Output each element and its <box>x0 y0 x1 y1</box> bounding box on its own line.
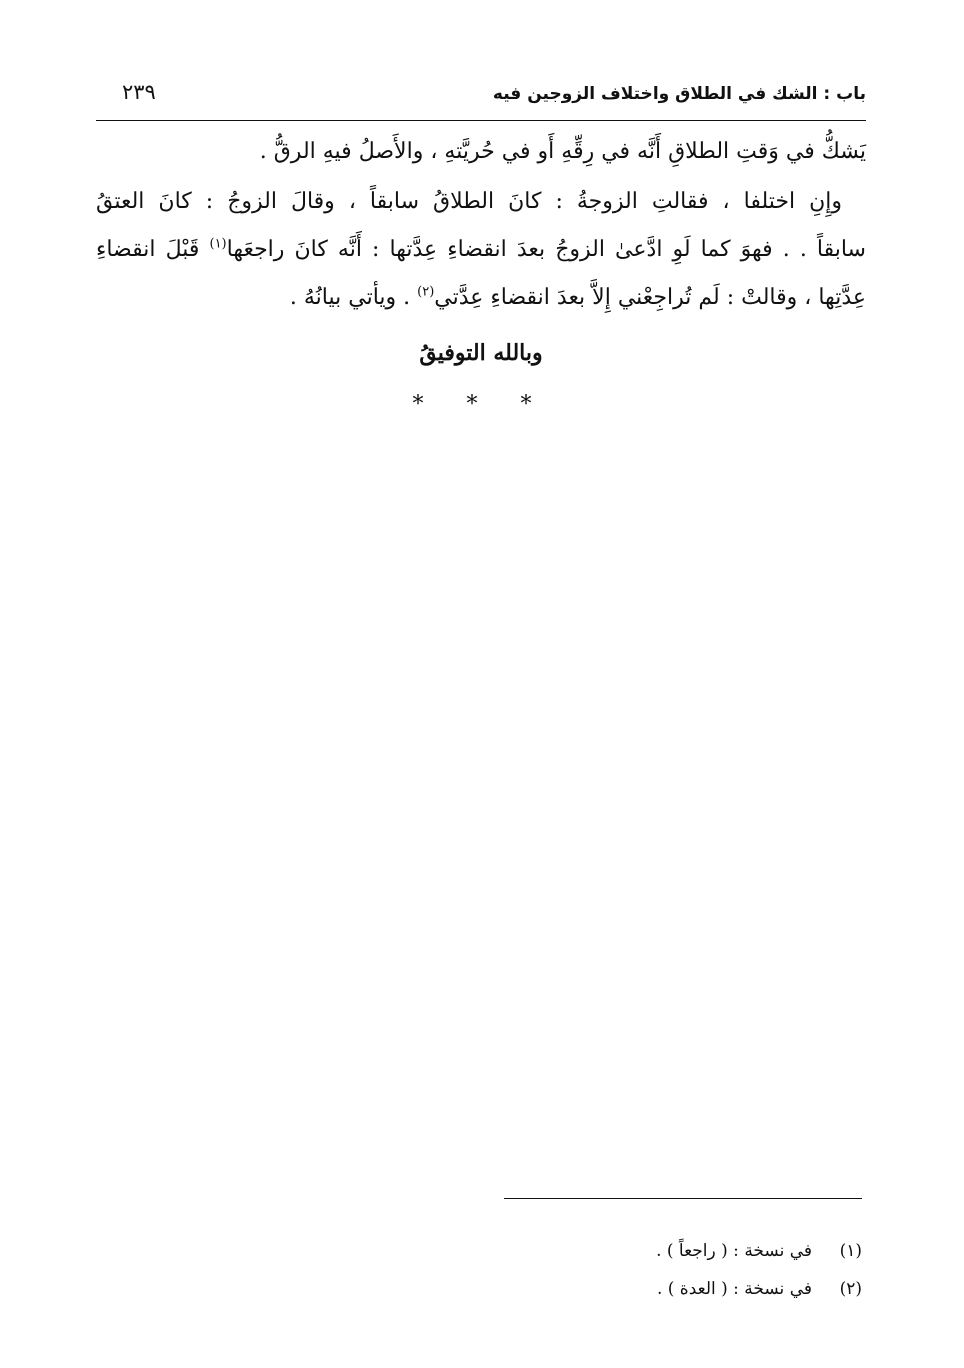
running-header <box>96 78 866 118</box>
text-line-continuation <box>96 128 866 176</box>
paragraph-line-2 <box>96 226 866 274</box>
footnote-rule <box>504 1198 862 1199</box>
footnote-2-text: في نسخة : ( العدة ) . <box>656 1279 812 1299</box>
footnote-2 <box>96 1270 862 1308</box>
paragraph-line-1: وإِنِ اختلفا ، فقالتِ الزوجةُ : كانَ الطلاقُ سابقاً ، وقالَ الزوجُ : كانَ العتقُ <box>96 189 842 214</box>
footnote-marker-1[interactable]: (١) <box>209 236 227 252</box>
footnote-2-number: (٢) <box>839 1279 862 1299</box>
page-number: ٢٣٩ <box>122 80 156 104</box>
paragraph-line-2-end: قَبْلَ انقضاءِ <box>96 237 200 262</box>
paragraph-disagreement <box>96 178 866 322</box>
chapter-title: باب : الشك في الطلاق واختلاف الزوجين فيه <box>492 84 866 104</box>
section-divider-stars: * * * <box>412 392 550 417</box>
footnote-marker-2[interactable]: (٢) <box>417 284 435 300</box>
body-line-1: يَشكُّ في وَقتِ الطلاقِ أَنَّه في رِقِّهِ أَو في حُريَّتهِ ، والأَصلُ فيهِ الرقُّ . <box>259 139 866 164</box>
paragraph-line-3-start: عِدَّتِها ، وقالتْ : لَم تُراجِعْني إِلاَّ بعدَ انقضاءِ عِدَّتي <box>434 285 866 310</box>
header-rule <box>96 120 866 121</box>
footnote-1-number: (١) <box>839 1241 862 1261</box>
paragraph-line-3 <box>96 274 866 322</box>
footnote-1-text: في نسخة : ( راجعاً ) . <box>656 1241 812 1261</box>
paragraph-line-2-start: سابقاً . . فهوَ كما لَوِ ادَّعىٰ الزوجُ بعدَ انقضاءِ عِدَّتها : أَنَّه كانَ راجعَها <box>226 237 866 262</box>
paragraph-line-3-end: . ويأتي بيانُهُ . <box>289 285 411 310</box>
footnote-1 <box>96 1232 862 1270</box>
footnotes <box>96 1232 862 1308</box>
closing-phrase: وبالله التوفيقُ <box>419 340 543 366</box>
